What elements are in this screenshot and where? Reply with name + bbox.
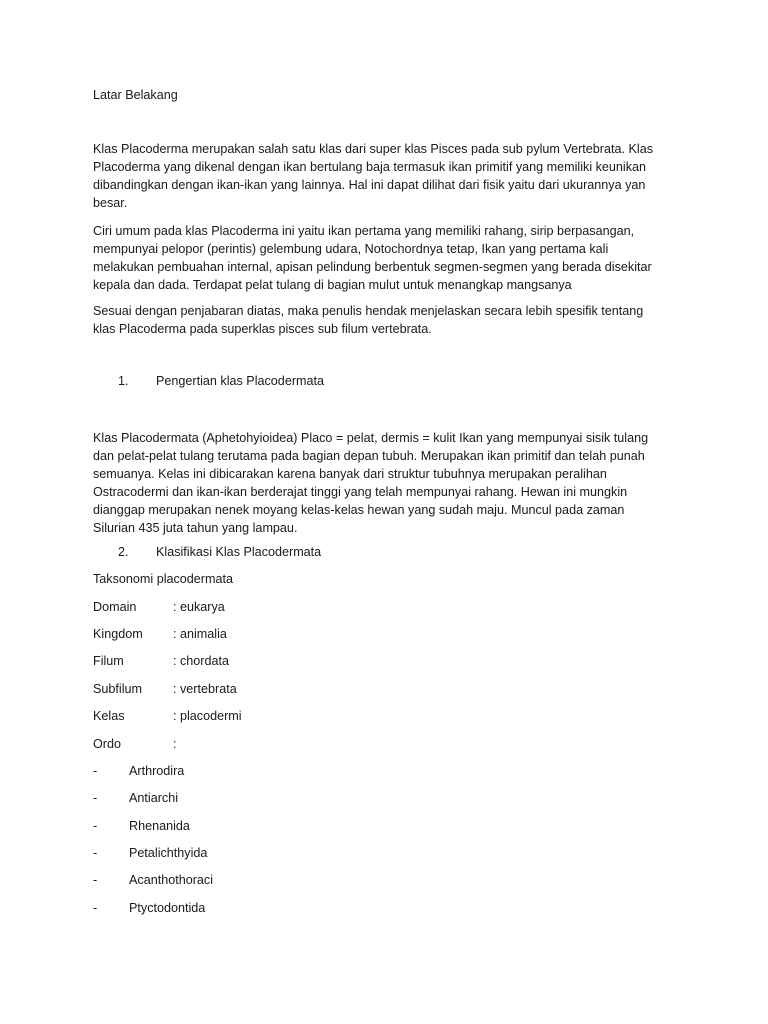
paragraph-purpose bbox=[93, 302, 678, 338]
taxonomy-value: : vertebrata bbox=[173, 682, 237, 696]
paragraph-line: Silurian 435 juta tahun yang lampau. bbox=[93, 521, 298, 535]
paragraph-line: Placoderma yang dikenal dengan ikan bertulang baja termasuk ikan primitif yang memiliki keunikan bbox=[93, 160, 647, 174]
taxonomy-row bbox=[93, 600, 225, 614]
paragraph-line: melakukan pembuahan internal, apisan pelindung berbentuk segmen-segmen yang berada disekitar bbox=[93, 260, 652, 274]
taxonomy-row bbox=[93, 682, 237, 696]
list-bullet: - bbox=[93, 846, 98, 860]
paragraph-line: mempunyai pelopor (perintis) gelembung udara, Notochordnya tetap, Ikan yang pertama kali bbox=[93, 242, 609, 256]
section-number: 2. bbox=[118, 545, 129, 559]
taxonomy-row bbox=[93, 654, 229, 668]
paragraph-line: besar. bbox=[93, 196, 128, 210]
paragraph-line: Sesuai dengan penjabaran diatas, maka penulis hendak menjelaskan secara lebih spesifik tentang bbox=[93, 304, 644, 318]
order-name: Antiarchi bbox=[129, 791, 178, 805]
taxonomy-key: Domain bbox=[93, 600, 137, 614]
list-bullet: - bbox=[93, 873, 98, 887]
taxonomy-value: : chordata bbox=[173, 654, 230, 668]
taxonomy-value: : bbox=[173, 737, 177, 751]
order-list-item bbox=[93, 791, 178, 805]
order-list-item bbox=[93, 846, 207, 860]
paragraph-line: Klas Placodermata (Aphetohyioidea) Placo = pelat, dermis = kulit Ikan yang mempunyai sisik tulang bbox=[93, 431, 649, 445]
section-number: 1. bbox=[118, 374, 129, 388]
order-name: Arthrodira bbox=[129, 764, 185, 778]
list-bullet: - bbox=[93, 791, 98, 805]
taxonomy-key: Subfilum bbox=[93, 682, 142, 696]
list-bullet: - bbox=[93, 901, 98, 915]
paragraph-line: kepala dan dada. Terdapat pelat tulang di bagian mulut untuk menangkap mangsanya bbox=[93, 278, 572, 292]
taxonomy-row bbox=[93, 627, 227, 641]
order-name: Acanthothoraci bbox=[129, 873, 214, 887]
paragraph-line: Klas Placoderma merupakan salah satu klas dari super klas Pisces pada sub pylum Vertebrata. Klas bbox=[93, 142, 654, 156]
order-list-item bbox=[93, 764, 184, 778]
taxonomy-key: Kelas bbox=[93, 709, 125, 723]
paragraph-line: semuanya. Kelas ini dibicarakan karena banyak dari struktur tubuhnya merupakan peralihan bbox=[93, 467, 607, 481]
paragraph-line: Ciri umum pada klas Placoderma ini yaitu ikan pertama yang memiliki rahang, sirip berpasangan, bbox=[93, 224, 635, 238]
paragraph-line: dan pelat-pelat tulang terutama pada bagian depan tubuh. Merupakan ikan primitif dan telah punah bbox=[93, 449, 645, 463]
order-list-item bbox=[93, 901, 205, 915]
paragraph-line: dibandingkan dengan ikan-ikan yang lainnya. Hal ini dapat dilihat dari fisik yaitu dari ukurannya yan bbox=[93, 178, 646, 192]
paragraph-definition bbox=[93, 429, 678, 537]
paragraph-intro bbox=[93, 140, 678, 212]
taxonomy-value: : animalia bbox=[173, 627, 227, 641]
list-bullet: - bbox=[93, 764, 98, 778]
taxonomy-value: : eukarya bbox=[173, 600, 225, 614]
section-title: Pengertian klas Placodermata bbox=[156, 374, 325, 388]
paragraph-characteristics bbox=[93, 222, 678, 294]
order-list-item bbox=[93, 873, 213, 887]
order-name: Ptyctodontida bbox=[129, 901, 206, 915]
paragraph-line: dianggap merupakan nenek moyang kelas-kelas hewan yang sudah maju. Muncul pada zaman bbox=[93, 503, 625, 517]
order-list-item bbox=[93, 819, 190, 833]
order-name: Petalichthyida bbox=[129, 846, 208, 860]
taxonomy-row bbox=[93, 709, 242, 723]
taxonomy-key: Kingdom bbox=[93, 627, 143, 641]
paragraph-line: klas Placoderma pada superklas pisces sub filum vertebrata. bbox=[93, 322, 432, 336]
section-heading-2 bbox=[118, 545, 321, 559]
taxonomy-row bbox=[93, 737, 177, 751]
order-name: Rhenanida bbox=[129, 819, 190, 833]
paragraph-line: Ostracodermi dan ikan-ikan berderajat tinggi yang telah mempunyai rahang. Hewan ini mungkin bbox=[93, 485, 628, 499]
taxonomy-key: Ordo bbox=[93, 737, 121, 751]
taxonomy-key: Filum bbox=[93, 654, 124, 668]
section-title: Klasifikasi Klas Placodermata bbox=[156, 545, 322, 559]
document-heading: Latar Belakang bbox=[93, 88, 178, 102]
taxonomy-title: Taksonomi placodermata bbox=[93, 572, 234, 586]
list-bullet: - bbox=[93, 819, 98, 833]
section-heading-1 bbox=[118, 374, 324, 388]
taxonomy-value: : placodermi bbox=[173, 709, 242, 723]
